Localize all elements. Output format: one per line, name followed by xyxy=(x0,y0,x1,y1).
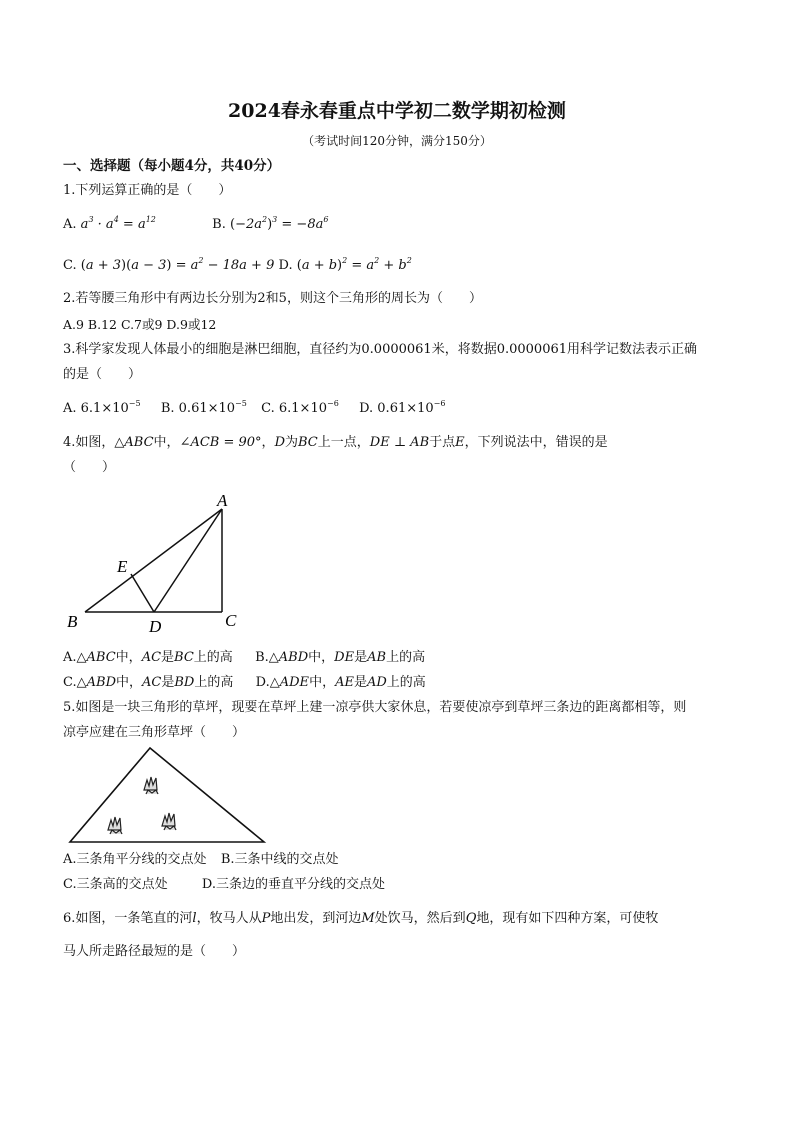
q3-option-b-exponent: −5 xyxy=(235,399,247,408)
q3-option-a: A. 6.1×10 xyxy=(63,401,129,416)
grass-icon xyxy=(162,813,176,830)
question-5-options-cd: C.三条高的交点处 D.三条边的垂直平分线的交点处 xyxy=(63,877,385,892)
q1-option-d-label: D. xyxy=(278,258,293,273)
q4-triangle-abc: △ABC xyxy=(114,435,154,450)
q3-option-b: B. 0.61×10 xyxy=(160,401,236,416)
q3-option-c: C. 6.1×10 xyxy=(261,401,327,416)
lawn-triangle-figure xyxy=(64,744,270,846)
question-4-options-ab: A.△ABC中，AC是BC上的高 B.△ABD中，DE是AB上的高 xyxy=(63,650,426,665)
question-3-stem-line1: 3.科学家发现人体最小的细胞是淋巴细胞，直径约为0.0000061米，将数据0.0000061用科学记数法表示正确 xyxy=(63,342,698,357)
question-3-stem-line2: 的是（ ） xyxy=(63,367,142,382)
question-1-options-cd xyxy=(63,256,412,276)
q3-option-d-exponent: −6 xyxy=(433,399,446,408)
question-5-options-ab: A.三条角平分线的交点处 B.三条中线的交点处 xyxy=(63,852,339,867)
triangle-figure-q4 xyxy=(60,486,260,638)
q3-option-c-exponent: −6 xyxy=(326,399,339,408)
question-1-options-ab xyxy=(63,215,328,235)
exam-subtitle: （考试时间120分钟，满分150分） xyxy=(302,134,492,148)
segment-de xyxy=(131,574,154,612)
q4-perpendicular: DE ⊥ AB xyxy=(369,435,430,450)
question-5-stem-line1: 5.如图是一块三角形的草坪，现要在草坪上建一凉亭供大家休息，若要使凉亭到草坪三条边的距离都相等，则 xyxy=(63,700,687,715)
page-title: 2024春永春重点中学初二数学期初检测 xyxy=(228,100,566,122)
question-6-stem-line1: 6.如图，一条笔直的河l，牧马人从P地出发，到河边M处饮马，然后到Q地，现有如下四种方案，可使牧 xyxy=(63,911,659,926)
q3-option-d: D. 0.61×10 xyxy=(359,401,434,416)
q1-option-a-formula: $a^3 \cdot a^4 = a^{12}$ xyxy=(80,215,156,232)
question-4-options-cd: C.△ABD中，AC是BD上的高 D.△ADE中，AE是AD上的高 xyxy=(63,675,426,690)
grass-icon xyxy=(144,777,158,794)
segment-ab xyxy=(85,509,222,612)
q3-option-a-exponent: −5 xyxy=(128,399,141,408)
grass-icon xyxy=(108,817,122,834)
q4-angle-acb: ∠ACB = 90° xyxy=(179,435,262,450)
q1-option-b-label: B. xyxy=(212,217,226,232)
q1-option-a-label: A. xyxy=(63,217,77,232)
question-4-stem: 4.如图，△ABC中，∠ACB = 90°，D为BC上一点，DE ⊥ AB于点E，下列说法中，错误的是 xyxy=(63,435,608,450)
label-d: D xyxy=(149,617,162,636)
section-heading: 一、选择题（每小题4分，共40分） xyxy=(63,158,281,174)
label-a: A xyxy=(217,491,228,510)
q1-option-b-formula: $(-2a^2)^3 = -8a^6$ xyxy=(230,215,329,232)
question-2-options: A.9 B.12 C.7或9 D.9或12 xyxy=(63,317,217,332)
question-3-options xyxy=(63,399,445,419)
label-b: B xyxy=(67,612,78,631)
label-e: E xyxy=(117,557,128,576)
question-1-stem: 1.下列运算正确的是（ ） xyxy=(63,183,232,198)
question-6-stem-line2: 马人所走路径最短的是（ ） xyxy=(63,944,246,959)
segment-ad xyxy=(154,509,222,612)
q1-option-d-formula: $(a + b)^2 = a^2 + b^2$ xyxy=(296,256,412,273)
question-5-stem-line2: 凉亭应建在三角形草坪（ ） xyxy=(63,725,246,740)
question-4-paren: （ ） xyxy=(63,460,116,475)
label-c: C xyxy=(225,611,237,630)
question-2-stem: 2.若等腰三角形中有两边长分别为2和5，则这个三角形的周长为（ ） xyxy=(63,291,482,306)
q1-option-c-label: C. xyxy=(63,258,77,273)
q1-option-c-formula: $(a + 3)(a - 3) = a^2 - 18a + 9$ xyxy=(80,256,275,273)
